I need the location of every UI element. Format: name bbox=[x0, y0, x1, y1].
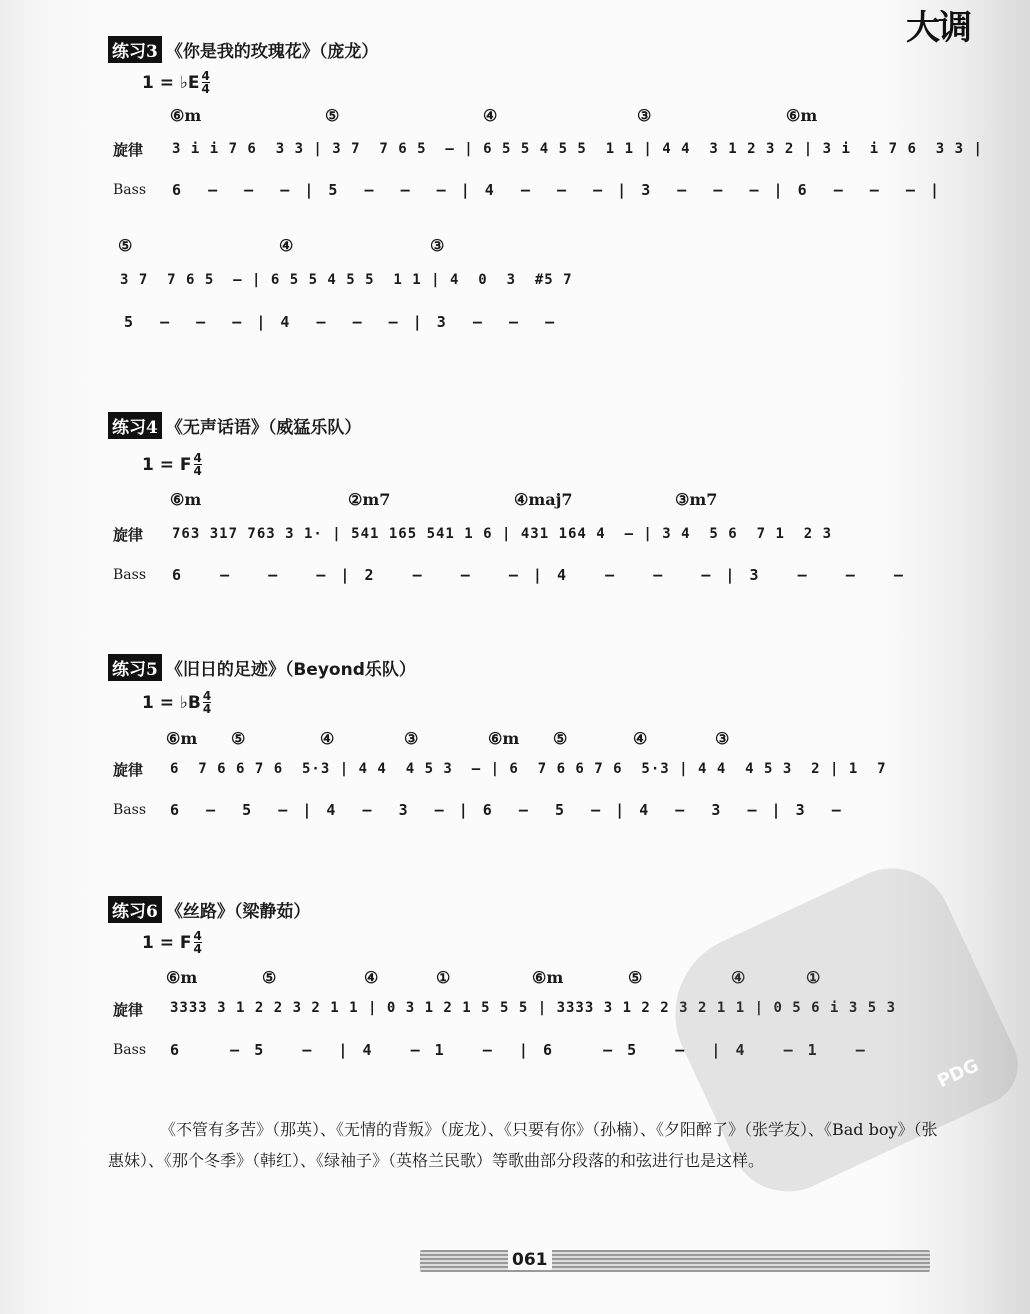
exercise-title bbox=[108, 412, 361, 439]
body-paragraph: 《不管有多苦》（那英）、《无情的背叛》（庞龙）、《只要有你》（孙楠）、《夕阳醉了》（张学友）、《Bad boy》（张惠妹）、《那个冬季》（韩红）、《绿袖子》（英格兰民歌）等歌曲部分段落的和弦进行也是这样。 bbox=[108, 1120, 938, 1170]
exercise-title bbox=[108, 36, 378, 63]
chord-symbol: ③ bbox=[637, 106, 652, 125]
time-bottom: 4 bbox=[193, 464, 202, 478]
key-signature bbox=[142, 70, 210, 95]
melody-line: 3333 3 1 2 2 3 2 1 1 | 0 3 1 2 1 5 5 5 | 3333 3 1 2 2 3 2 1 1 | 0 5 6 i 3 5 3 bbox=[170, 1000, 897, 1016]
key-label: 1 = F bbox=[142, 932, 192, 953]
melody-label: 旋律 bbox=[113, 141, 144, 159]
song-title: 《无声话语》（威猛乐队） bbox=[165, 418, 362, 438]
key-signature bbox=[142, 930, 202, 955]
song-title: 《你是我的玫瑰花》（庞龙） bbox=[165, 42, 379, 62]
chord-symbol: ②m7 bbox=[348, 490, 391, 509]
time-bottom: 4 bbox=[202, 702, 212, 716]
bass-line: 5 — — — | 4 — — — | 3 — — — bbox=[124, 313, 558, 331]
time-top: 4 bbox=[193, 929, 202, 943]
watermark-text: PDG bbox=[934, 1055, 982, 1093]
chord-symbol: ③ bbox=[404, 729, 419, 748]
time-signature bbox=[203, 690, 211, 715]
chord-symbol: ④ bbox=[320, 729, 335, 748]
exercise-tag: 练习4 bbox=[108, 412, 162, 439]
bass-label: Bass bbox=[113, 182, 147, 198]
melody-label: 旋律 bbox=[113, 1001, 144, 1019]
melody-line: 763 317 763 3 1· | 541 165 541 1 6 | 431 164 4 — | 3 4 5 6 7 1 2 3 bbox=[172, 526, 833, 542]
song-title: 《旧日的足迹》（Beyond乐队） bbox=[165, 660, 416, 680]
time-signature bbox=[194, 930, 202, 955]
time-signature bbox=[202, 70, 210, 95]
chord-symbol: ⑥m bbox=[532, 968, 564, 987]
time-top: 4 bbox=[201, 69, 210, 83]
time-top: 4 bbox=[202, 689, 212, 703]
chord-symbol: ① bbox=[436, 968, 451, 987]
melody-label: 旋律 bbox=[113, 526, 144, 544]
melody-line: 3 i i 7 6 3 3 | 3 7 7 6 5 — | 6 5 5 4 5 5 1 1 | 4 4 3 1 2 3 2 | 3 i i 7 6 3 3 | bbox=[172, 141, 983, 157]
chord-symbol: ⑤ bbox=[262, 968, 277, 987]
bass-label: Bass bbox=[113, 1042, 147, 1058]
key-label: 1 = ♭B bbox=[142, 692, 201, 713]
exercise-tag: 练习3 bbox=[108, 36, 162, 63]
exercise-title bbox=[108, 896, 310, 923]
chord-symbol: ④ bbox=[364, 968, 379, 987]
bass-label: Bass bbox=[113, 567, 147, 583]
bass-line: 6 — 5 — | 4 — 1 — | 6 — 5 — | 4 — 1 — bbox=[170, 1041, 868, 1059]
time-bottom: 4 bbox=[201, 82, 210, 96]
exercise-tag: 练习6 bbox=[108, 896, 162, 923]
key-label: 1 = F bbox=[142, 454, 192, 475]
chord-symbol: ⑤ bbox=[553, 729, 568, 748]
bass-line: 6 — 5 — | 4 — 3 — | 6 — 5 — | 4 — 3 — | 3 — bbox=[170, 801, 844, 819]
corner-heading: 大调 bbox=[906, 8, 970, 48]
chord-symbol: ⑥m bbox=[170, 106, 202, 125]
melody-line: 6 7 6 6 7 6 5·3 | 4 4 4 5 3 — | 6 7 6 6 7 6 5·3 | 4 4 4 5 3 2 | 1 7 bbox=[170, 761, 887, 777]
page-number: 061 bbox=[508, 1250, 552, 1270]
bass-line: 6 — — — | 2 — — — | 4 — — — | 3 — — — bbox=[172, 566, 906, 584]
time-signature bbox=[194, 452, 202, 477]
chord-symbol: ③ bbox=[430, 236, 445, 255]
chord-symbol: ⑥m bbox=[166, 968, 198, 987]
chord-symbol: ⑤ bbox=[325, 106, 340, 125]
chord-symbol: ④ bbox=[279, 236, 294, 255]
exercise-tag: 练习5 bbox=[108, 654, 162, 681]
melody-label: 旋律 bbox=[113, 761, 144, 779]
song-title: 《丝路》（梁静茹） bbox=[165, 902, 311, 922]
chord-symbol: ⑤ bbox=[231, 729, 246, 748]
chord-symbol: ⑥m bbox=[786, 106, 818, 125]
chord-symbol: ① bbox=[806, 968, 821, 987]
chord-symbol: ⑥m bbox=[166, 729, 198, 748]
chord-symbol: ④ bbox=[633, 729, 648, 748]
chord-symbol: ⑥m bbox=[488, 729, 520, 748]
chord-symbol: ⑤ bbox=[628, 968, 643, 987]
chord-symbol: ④ bbox=[483, 106, 498, 125]
bass-line: 6 — — — | 5 — — — | 4 — — — | 3 — — — | 6 — — — | bbox=[172, 181, 942, 199]
chord-symbol: ⑥m bbox=[170, 490, 202, 509]
time-bottom: 4 bbox=[193, 942, 202, 956]
key-signature bbox=[142, 690, 211, 715]
chord-symbol: ③m7 bbox=[675, 490, 718, 509]
key-signature bbox=[142, 452, 202, 477]
key-label: 1 = ♭E bbox=[142, 72, 200, 93]
footer-bar bbox=[420, 1250, 930, 1272]
chord-symbol: ④ bbox=[731, 968, 746, 987]
time-top: 4 bbox=[193, 451, 202, 465]
chord-symbol: ④maj7 bbox=[514, 490, 573, 509]
chord-symbol: ③ bbox=[715, 729, 730, 748]
exercise-title bbox=[108, 654, 416, 681]
chord-symbol: ⑤ bbox=[118, 236, 133, 255]
melody-line: 3 7 7 6 5 — | 6 5 5 4 5 5 1 1 | 4 0 3 #5 7 bbox=[120, 272, 583, 288]
bass-label: Bass bbox=[113, 802, 147, 818]
